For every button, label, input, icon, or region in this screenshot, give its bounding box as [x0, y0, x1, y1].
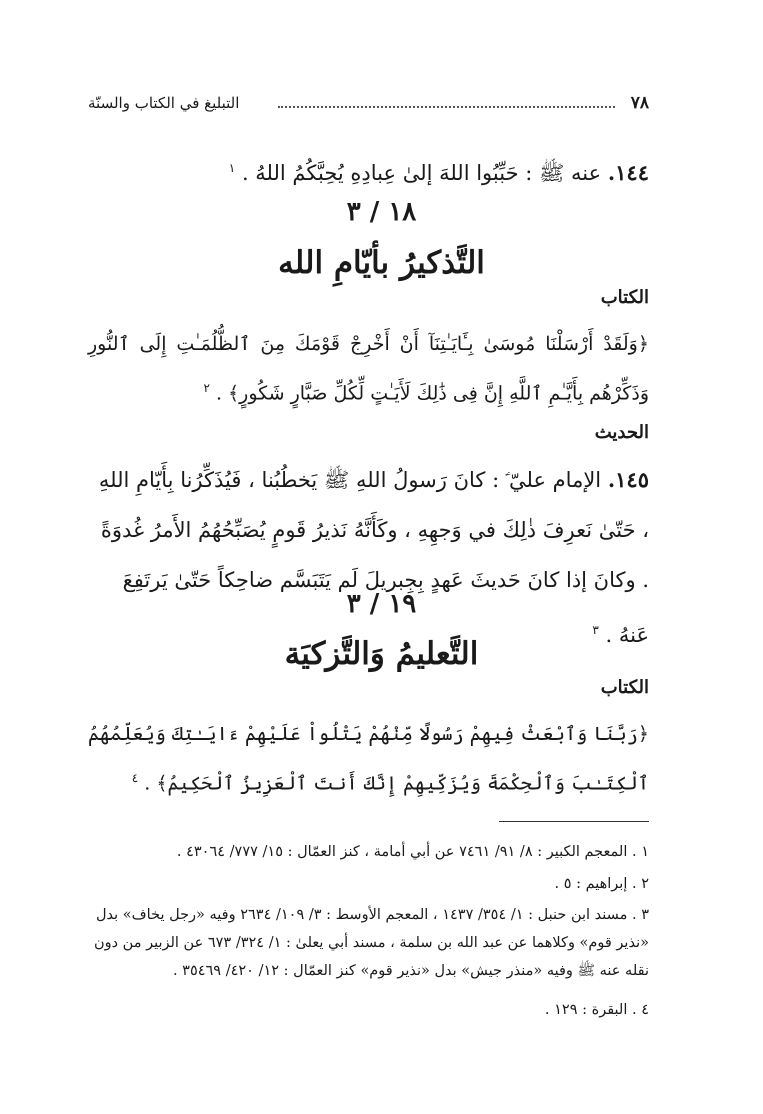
quran-verse — [88, 712, 649, 805]
footnote-divider — [499, 821, 649, 822]
page-number: ٧٨ — [630, 93, 649, 113]
footnote-1: ١ . المعجم الكبير : ٨/ ٩١/ ٧٤٦١ عن أبي أمامة ، كنز العمّال : ١٥/ ٧٧٧/ ٤٣٠٦٤ . — [176, 844, 649, 860]
footnote-ref: ٤ — [131, 771, 139, 785]
hadith-144 — [88, 143, 649, 198]
quran-verse — [88, 322, 649, 415]
section-title: التَّذكيرُ بأيّامِ الله — [278, 245, 485, 281]
section-number: ١٨ / ٣ — [346, 197, 417, 227]
hadith-label: الحديث — [594, 422, 649, 443]
book-label: الكتاب — [600, 287, 649, 308]
hadith-number: ١٤٥. — [607, 467, 649, 492]
section-number: ١٩ / ٣ — [346, 589, 417, 619]
running-header — [88, 93, 649, 115]
verse-text: ﴿وَلَقَدْ أَرْسَلْنَا مُوسَىٰ بِـَٔايَـٰتِنَآ أَنْ أَخْرِجْ قَوْمَكَ مِنَ ٱلظُّلُمَـٰتِ إِلَى ٱلنُّورِ وَذَكِّرْهُم بِأَيَّـٰمِ ٱللَّهِ إِنَّ فِى ذَٰلِكَ لَأَيَـٰتٍ لِّكُلِّ صَبَّارٍ شَكُورٍ﴾ . — [88, 333, 649, 405]
hadith-145 — [88, 455, 649, 660]
footnote-ref: ٣ — [592, 623, 599, 637]
footnote-ref: ١ — [228, 161, 236, 175]
running-title: التبليغ في الكتاب والسنّة — [88, 94, 240, 112]
header-dotted-leader — [278, 106, 615, 108]
hadith-number: ١٤٤. — [607, 160, 649, 185]
footnote-ref: ٢ — [203, 381, 210, 395]
footnote-3: ٣ . مسند ابن حنبل : ١/ ٣٥٤/ ١٤٣٧ ، المعجم الأوسط : ٣/ ١٠٩/ ٢٦٣٤ وفيه «رجل يخاف» بدل «نذير قوم» وكلاهما عن عبد الله بن سلمة ، مسند أبي يعلىٰ : ١/ ٣٢٤/ ٦٧٣ عن الزبير من دون نقله عنه ﷺ وفيه «منذر جيش» بدل «نذير قوم» كنز العمّال : ١٢/ ٤٢٠/ ٣٥٤٦٩ . — [93, 907, 649, 979]
footnote-2: ٢ . إبراهيم : ٥ . — [554, 876, 649, 892]
hadith-text: الإمام عليّ ؑ : كانَ رَسولُ اللهِ ﷺ يَخطُبُنا ، فَيُذَكِّرُنا بِأَيّامِ اللهِ ، حَتّىٰ نَعرِفَ ذٰلِكَ في وَجهِهِ ، وكَأَنَّهُ نَذيرُ قَومٍ يُصَبِّحُهُمُ الأَمرُ غُدوَةً . وكانَ إذا كانَ حَديثَ عَهدٍ بِجِبريلَ لَم يَتَبَسَّم ضاحِكاً حَتّىٰ يَرتَفِعَ عَنهُ . — [98, 468, 649, 647]
verse-text: ﴿رَبَّنَا وَٱبْعَثْ فِيهِمْ رَسُولًا مِّنْهُمْ يَتْلُواْ عَلَيْهِمْ ءَايَـٰتِكَ وَيُعَلِّمُهُمُ ٱلْكِتَـٰبَ وَٱلْحِكْمَةَ وَيُزَكِّيهِمْ إِنَّكَ أَنتَ ٱلْعَزِيزُ ٱلْحَكِيمُ﴾ . — [88, 723, 649, 795]
footnote-4: ٤ . البقرة : ١٢٩ . — [544, 1002, 649, 1018]
section-title: التَّعليمُ وَالتَّزكيَة — [284, 636, 479, 672]
book-label: الكتاب — [600, 677, 649, 698]
hadith-text: عنه ﷺ : حَبِّبُوا اللهَ إلىٰ عِبادِهِ يُحِبَّكُمُ اللهُ . — [241, 161, 602, 185]
